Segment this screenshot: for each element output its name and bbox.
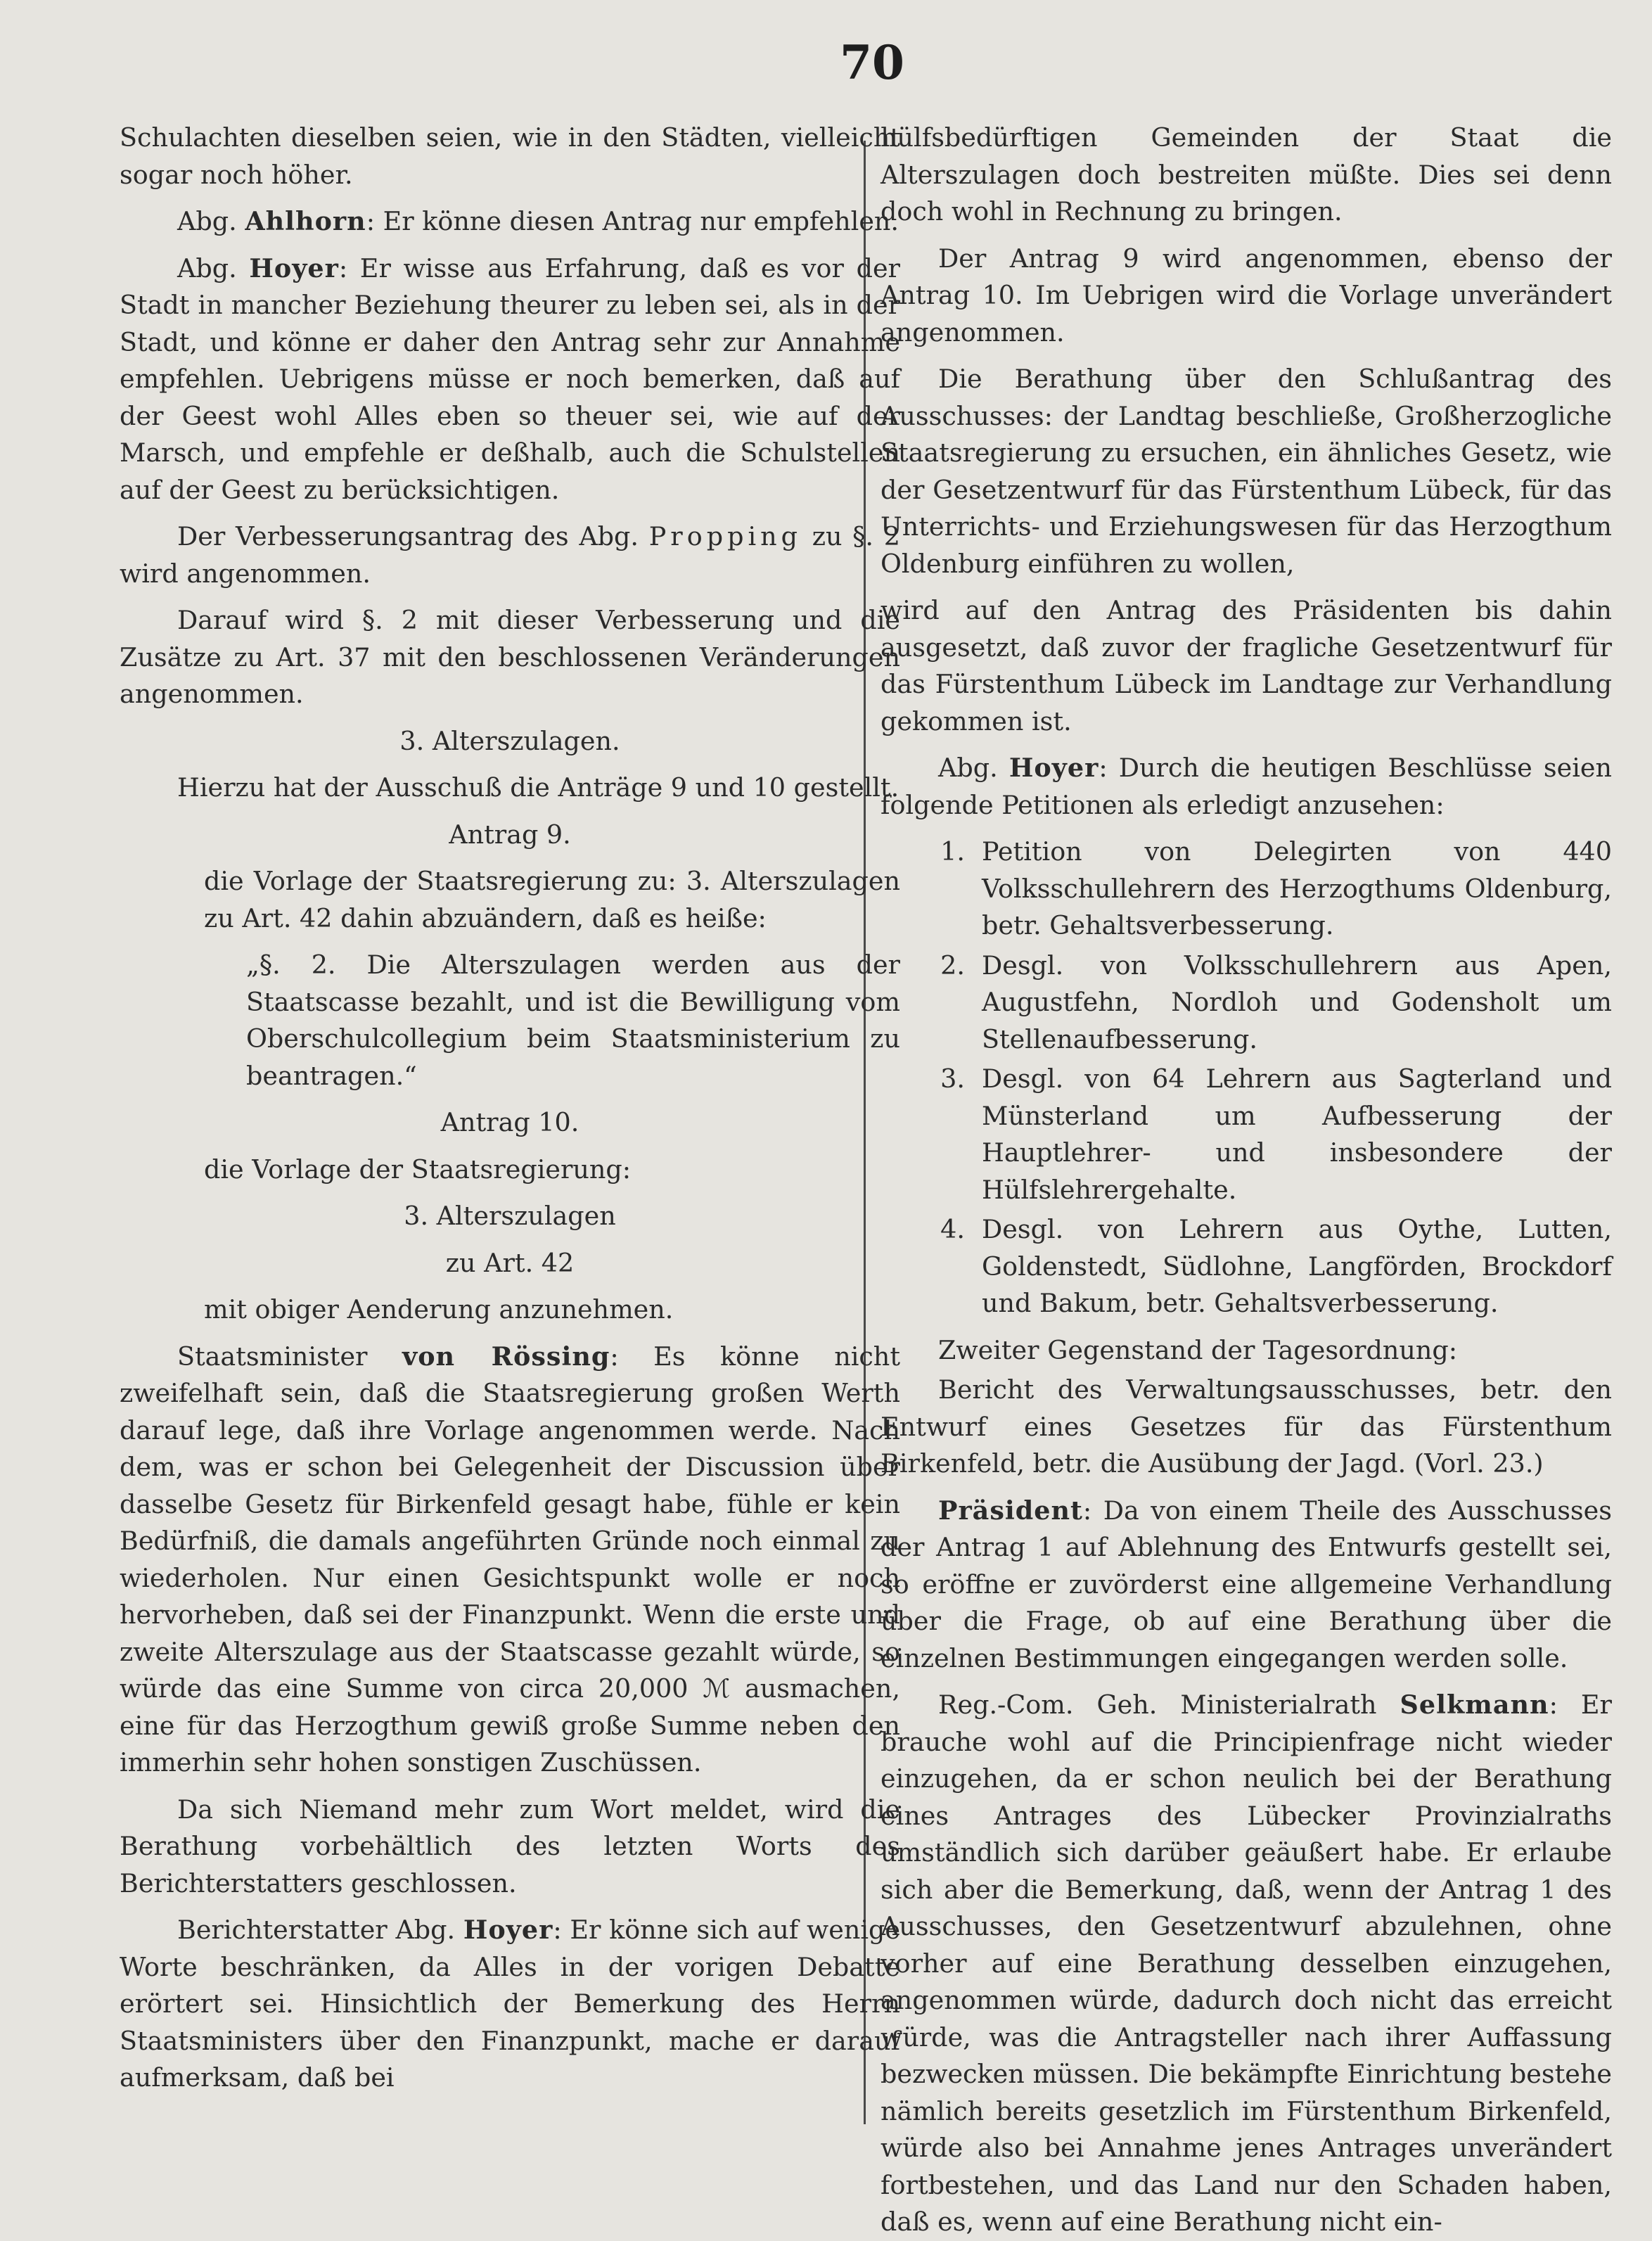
page-number: 70	[840, 35, 904, 90]
petition-text: Desgl. von Volksschullehrern aus Apen, Augustfehn, Nordloh und Godensholt um Stellenaufbesserung.	[982, 950, 1612, 1054]
speaker-prefix: Staatsminister	[177, 1341, 368, 1372]
motion-subheading: 3. Alterszulagen	[404, 1201, 616, 1231]
speaker-prefix: Abg.	[938, 753, 998, 783]
paragraph: wird auf den Antrag des Präsidenten bis dahin ausgesetzt, daß zuvor der fragliche Gesetzentwurf für das Fürstenthum Lübeck im Landtage zur Verhandlung gekommen ist.	[881, 595, 1612, 736]
section-heading: 3. Alterszulagen.	[399, 725, 620, 756]
paragraph	[881, 1493, 1612, 1678]
text-run: zu §. 2 wird angenommen.	[120, 521, 900, 589]
speech-text: : Er brauche wohl auf die Principienfrage nicht wieder einzugehen, da er schon neulich bei der Berathung eines Antrages des Lübecker Provinzialraths umständlich sich darüber geäußert habe. Er erlaube sich aber die Bemerkung, daß, wenn der Antrag 1 des Ausschusses, den Gesetzentwurf abzulehnen, ohne vorher auf eine Berathung desselben einzugehen, angenommen würde, dadurch doch nicht das erreicht würde, was die Antragsteller nach ihrer Auffassung bezwecken müssen. Die bekämpfte Einrichtung bestehe nämlich bereits gesetzlich im Fürstenthum Birkenfeld, würde also bei Annahme jenes Antrages unverändert fortbestehen, und das Land nur den Schaden haben, daß es, wenn auf eine Berathung nicht ein-	[881, 1690, 1612, 2237]
motion-text: die Vorlage der Staatsregierung:	[204, 1154, 632, 1185]
petition-text: Desgl. von Lehrern aus Oythe, Lutten, Goldenstedt, Südlohne, Langförden, Brockdorf und Bakum, betr. Gehaltsverbesserung.	[982, 1214, 1612, 1318]
speaker-name: Hoyer	[249, 253, 339, 283]
paragraph	[120, 1339, 900, 1782]
left-column	[120, 120, 900, 2131]
paragraph: Der Antrag 9 wird angenommen, ebenso der Antrag 10. Im Uebrigen wird die Vorlage unverändert angenommen.	[881, 243, 1612, 347]
motion-text: mit obiger Aenderung anzunehmen.	[204, 1294, 674, 1324]
right-column	[881, 120, 1612, 2237]
motion-subheading: zu Art. 42	[445, 1247, 575, 1278]
paragraph	[120, 203, 900, 241]
paragraph: hülfsbedürftigen Gemeinden der Staat die Alterszulagen doch bestreiten müßte. Dies sei denn doch wohl in Rechnung zu bringen.	[881, 122, 1612, 226]
motion-heading: Antrag 10.	[440, 1107, 580, 1137]
speaker-prefix: Berichterstatter Abg.	[177, 1915, 456, 1945]
motion-text: die Vorlage der Staatsregierung zu: 3. Alterszulagen zu Art. 42 dahin abzuändern, daß es heiße:	[204, 866, 900, 933]
agenda-heading: Zweiter Gegenstand der Tagesordnung:	[938, 1334, 1458, 1365]
speech-text: : Er könne diesen Antrag nur empfehlen.	[366, 206, 899, 236]
speaker-name: Ahlhorn	[245, 206, 366, 236]
speaker-name: Selkmann	[1400, 1690, 1549, 1720]
petition-number: 1.	[940, 836, 965, 867]
speaker-prefix: Abg.	[177, 206, 237, 236]
petition-number: 2.	[940, 950, 965, 981]
motion-quote: „§. 2. Die Alterszulagen werden aus der Staatscasse bezahlt, und ist die Bewilligung vom Oberschulcollegium beim Staatsministerium zu beantragen.“	[246, 950, 900, 1091]
speaker-name: von Rössing	[402, 1341, 610, 1372]
paragraph	[120, 518, 900, 592]
speaker-prefix: Reg.-Com. Geh. Ministerialrath	[938, 1690, 1377, 1720]
paragraph	[120, 250, 900, 509]
petition-item	[881, 947, 1612, 1059]
petition-item	[881, 834, 1612, 945]
petition-number: 3.	[940, 1064, 965, 1094]
paragraph: Da sich Niemand mehr zum Wort meldet, wird die Berathung vorbehältlich des letzten Worts des Berichterstatters geschlossen.	[120, 1794, 900, 1898]
paragraph: Schulachten dieselben seien, wie in den Städten, vielleicht sogar noch höher.	[120, 122, 900, 190]
speech-text: : Es könne nicht zweifelhaft sein, daß die Staatsregierung großen Werth darauf lege, daß ihre Vorlage angenommen werde. Nach dem, was er schon bei Gelegenheit der Discussion über dasselbe Gesetz für Birkenfeld gesagt habe, fühle er kein Bedürfniß, die damals angeführten Gründe noch einmal zu wiederholen. Nur einen Gesichtspunkt wolle er noch hervorheben, daß sei der Finanzpunkt. Wenn die erste und zweite Alterszulage aus der Staatscasse gezahlt würde, so würde das eine Summe von circa 20,000 ℳ ausmachen, eine für das Herzogthum gewiß große Summe neben den immerhin sehr hohen sonstigen Zuschüssen.	[120, 1341, 900, 1777]
paragraph: Die Berathung über den Schlußantrag des Ausschusses: der Landtag beschließe, Großherzogliche Staatsregierung zu ersuchen, ein ähnliches Gesetz, wie der Gesetzentwurf für das Fürstenthum Lübeck, für das Unterrichts- und Erziehungswesen für das Herzogthum Oldenburg einführen zu wollen,	[881, 364, 1612, 579]
speaker-prefix: Abg.	[177, 253, 237, 283]
text-run: Der Verbesserungsantrag des Abg.	[177, 521, 639, 551]
speaker-name: Präsident	[938, 1495, 1083, 1526]
member-name: Propping	[648, 521, 802, 551]
paragraph: Darauf wird §. 2 mit dieser Verbesserung und die Zusätze zu Art. 37 mit den beschlossenen Veränderungen angenommen.	[120, 605, 900, 709]
petition-text: Desgl. von 64 Lehrern aus Sagterland und Münsterland um Aufbesserung der Hauptlehrer- und insbesondere der Hülfslehrergehalte.	[982, 1064, 1612, 1205]
paragraph: Hierzu hat der Ausschuß die Anträge 9 und 10 gestellt.	[177, 772, 899, 803]
speech-text: : Durch die heutigen Beschlüsse seien folgende Petitionen als erledigt anzusehen:	[881, 753, 1612, 820]
petition-item	[881, 1211, 1612, 1322]
paragraph	[881, 1687, 1612, 2241]
speech-text: : Er wisse aus Erfahrung, daß es vor der Stadt in mancher Beziehung theurer zu leben sei, als in der Stadt, und könne er daher den Antrag sehr zur Annahme empfehlen. Uebrigens müsse er noch bemerken, daß auf der Geest wohl Alles eben so theuer sei, wie auf der Marsch, und empfehle er deßhalb, auch die Schulstellen auf der Geest zu berücksichtigen.	[120, 253, 900, 505]
paragraph	[120, 1912, 900, 2097]
speaker-name: Hoyer	[1009, 753, 1099, 783]
petition-number: 4.	[940, 1214, 965, 1244]
speech-text: : Er könne sich auf wenige Worte beschränken, da Alles in der vorigen Debatte erörtert sei. Hinsichtlich der Bemerkung des Herrn Staatsministers über den Finanzpunkt, mache er darauf aufmerksam, daß bei	[120, 1915, 900, 2093]
speaker-name: Hoyer	[463, 1915, 553, 1945]
motion-heading: Antrag 9.	[449, 819, 571, 850]
paragraph	[881, 750, 1612, 824]
petition-text: Petition von Delegirten von 440 Volksschullehrern des Herzogthums Oldenburg, betr. Gehaltsverbesserung.	[982, 836, 1612, 940]
speech-text: : Da von einem Theile des Ausschusses der Antrag 1 auf Ablehnung des Entwurfs gestellt sei, so eröffne er zuvörderst eine allgemeine Verhandlung über die Frage, ob auf eine Berathung über die einzelnen Bestimmungen eingegangen werden solle.	[881, 1495, 1612, 1673]
paragraph: Bericht des Verwaltungsausschusses, betr. den Entwurf eines Gesetzes für das Fürstenthum Birkenfeld, betr. die Ausübung der Jagd. (Vorl. 23.)	[881, 1374, 1612, 1479]
petition-item	[881, 1061, 1612, 1208]
